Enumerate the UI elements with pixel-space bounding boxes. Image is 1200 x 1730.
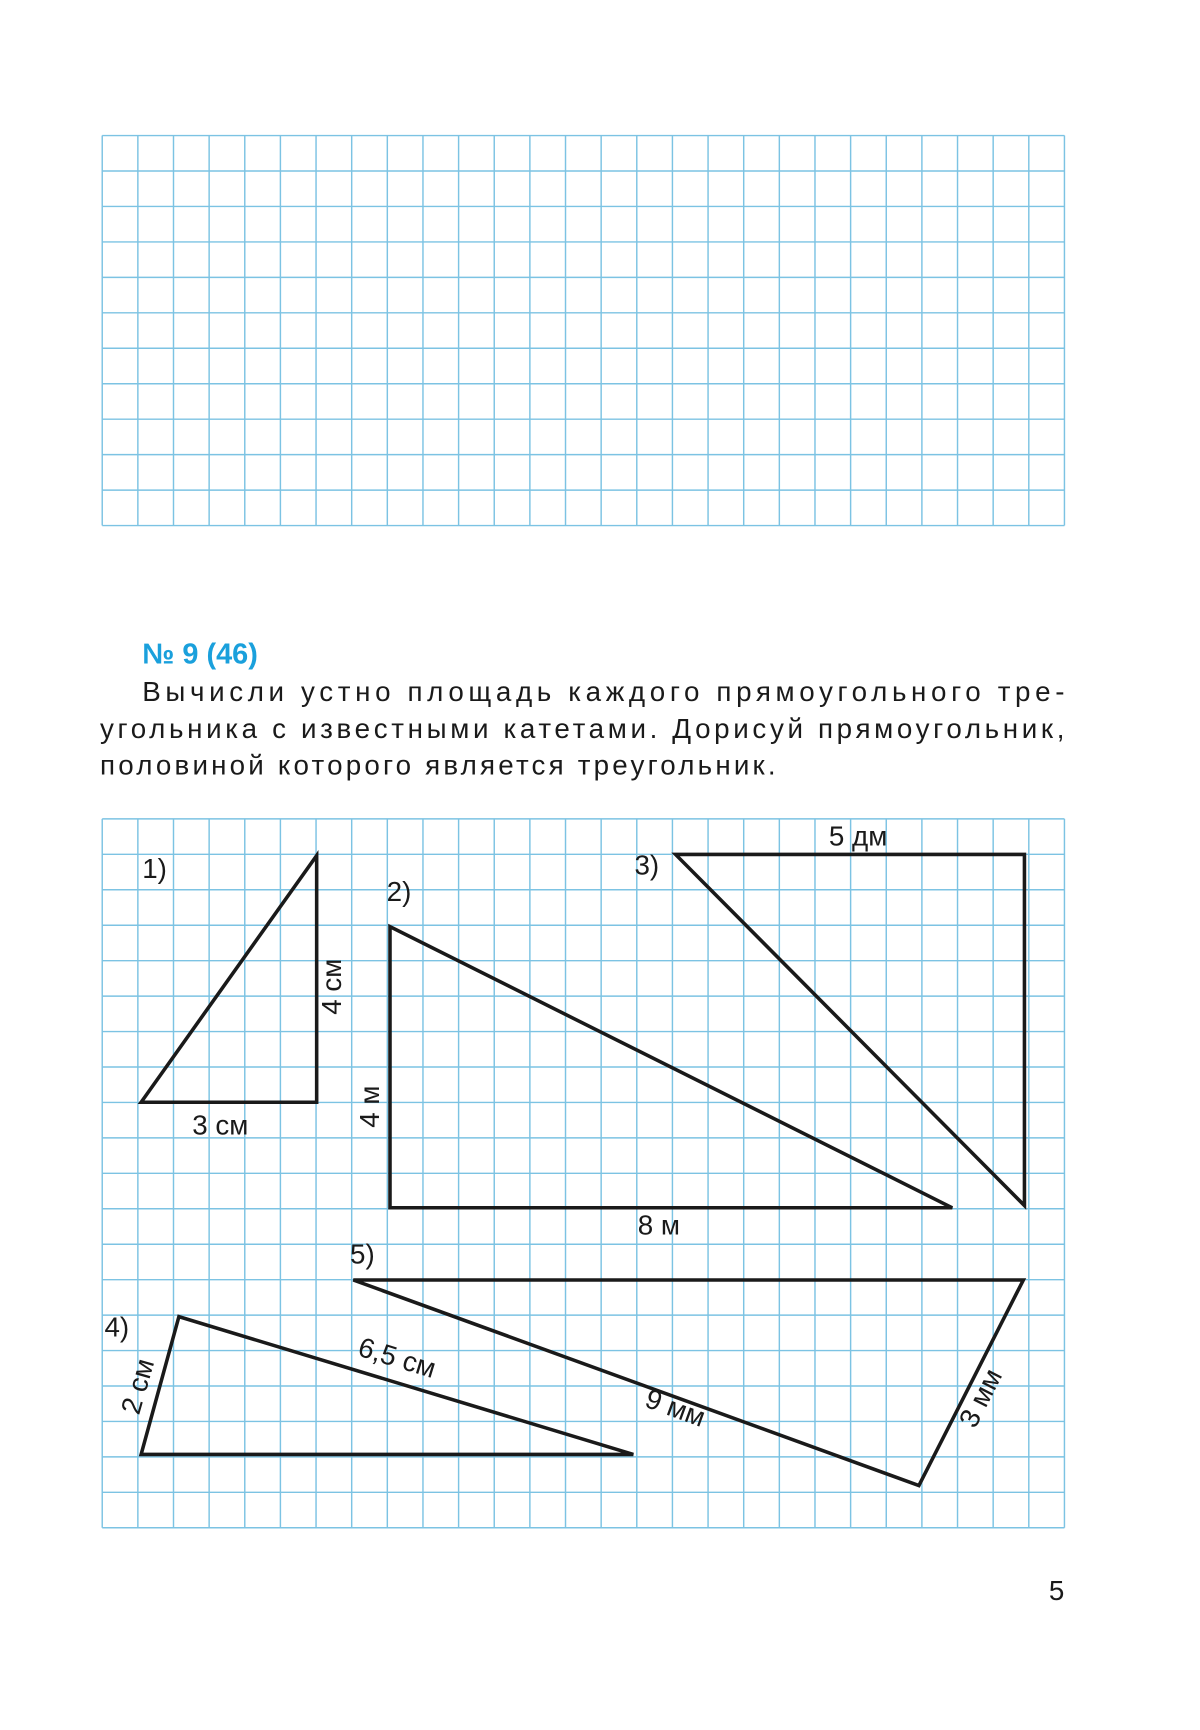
page-number: 5 [1048, 1575, 1065, 1606]
figures-grid [102, 819, 1064, 1528]
triangle-1-leg-horizontal: 3 см [192, 1109, 249, 1141]
triangle-3-label: 3) [634, 849, 660, 881]
answer-grid [102, 136, 1064, 526]
task-text-line-1: Вычисли устно площадь каждого прямоугольного тре- [142, 676, 1065, 708]
triangle-2-leg-horizontal: 8 м [637, 1209, 681, 1241]
triangle-2-leg-vertical: 4 м [353, 1085, 385, 1128]
triangle-4-leg-left: 2 см [114, 1355, 161, 1418]
triangle-1-label: 1) [142, 852, 167, 884]
triangle-3-leg-top: 5 дм [828, 820, 888, 852]
triangle-2-label: 2) [386, 876, 412, 908]
task-text-line-2: угольника с известными катетами. Дорисуй прямоугольник, [100, 712, 1065, 744]
triangle-5-label: 5) [350, 1238, 375, 1270]
task-number: № 9 (46) [142, 638, 258, 671]
triangle-5-leg-right: 3 мм [952, 1363, 1009, 1433]
triangle-4-label: 4) [104, 1311, 130, 1343]
triangle-5-hypotenuse-label: 9 мм [641, 1382, 710, 1433]
triangle-4-hypotenuse-label: 6,5 см [354, 1331, 440, 1384]
task-text-line-3: половиной которого является треугольник. [100, 749, 776, 781]
triangle-1-leg-vertical: 4 см [316, 958, 348, 1015]
triangle-1 [141, 856, 317, 1103]
